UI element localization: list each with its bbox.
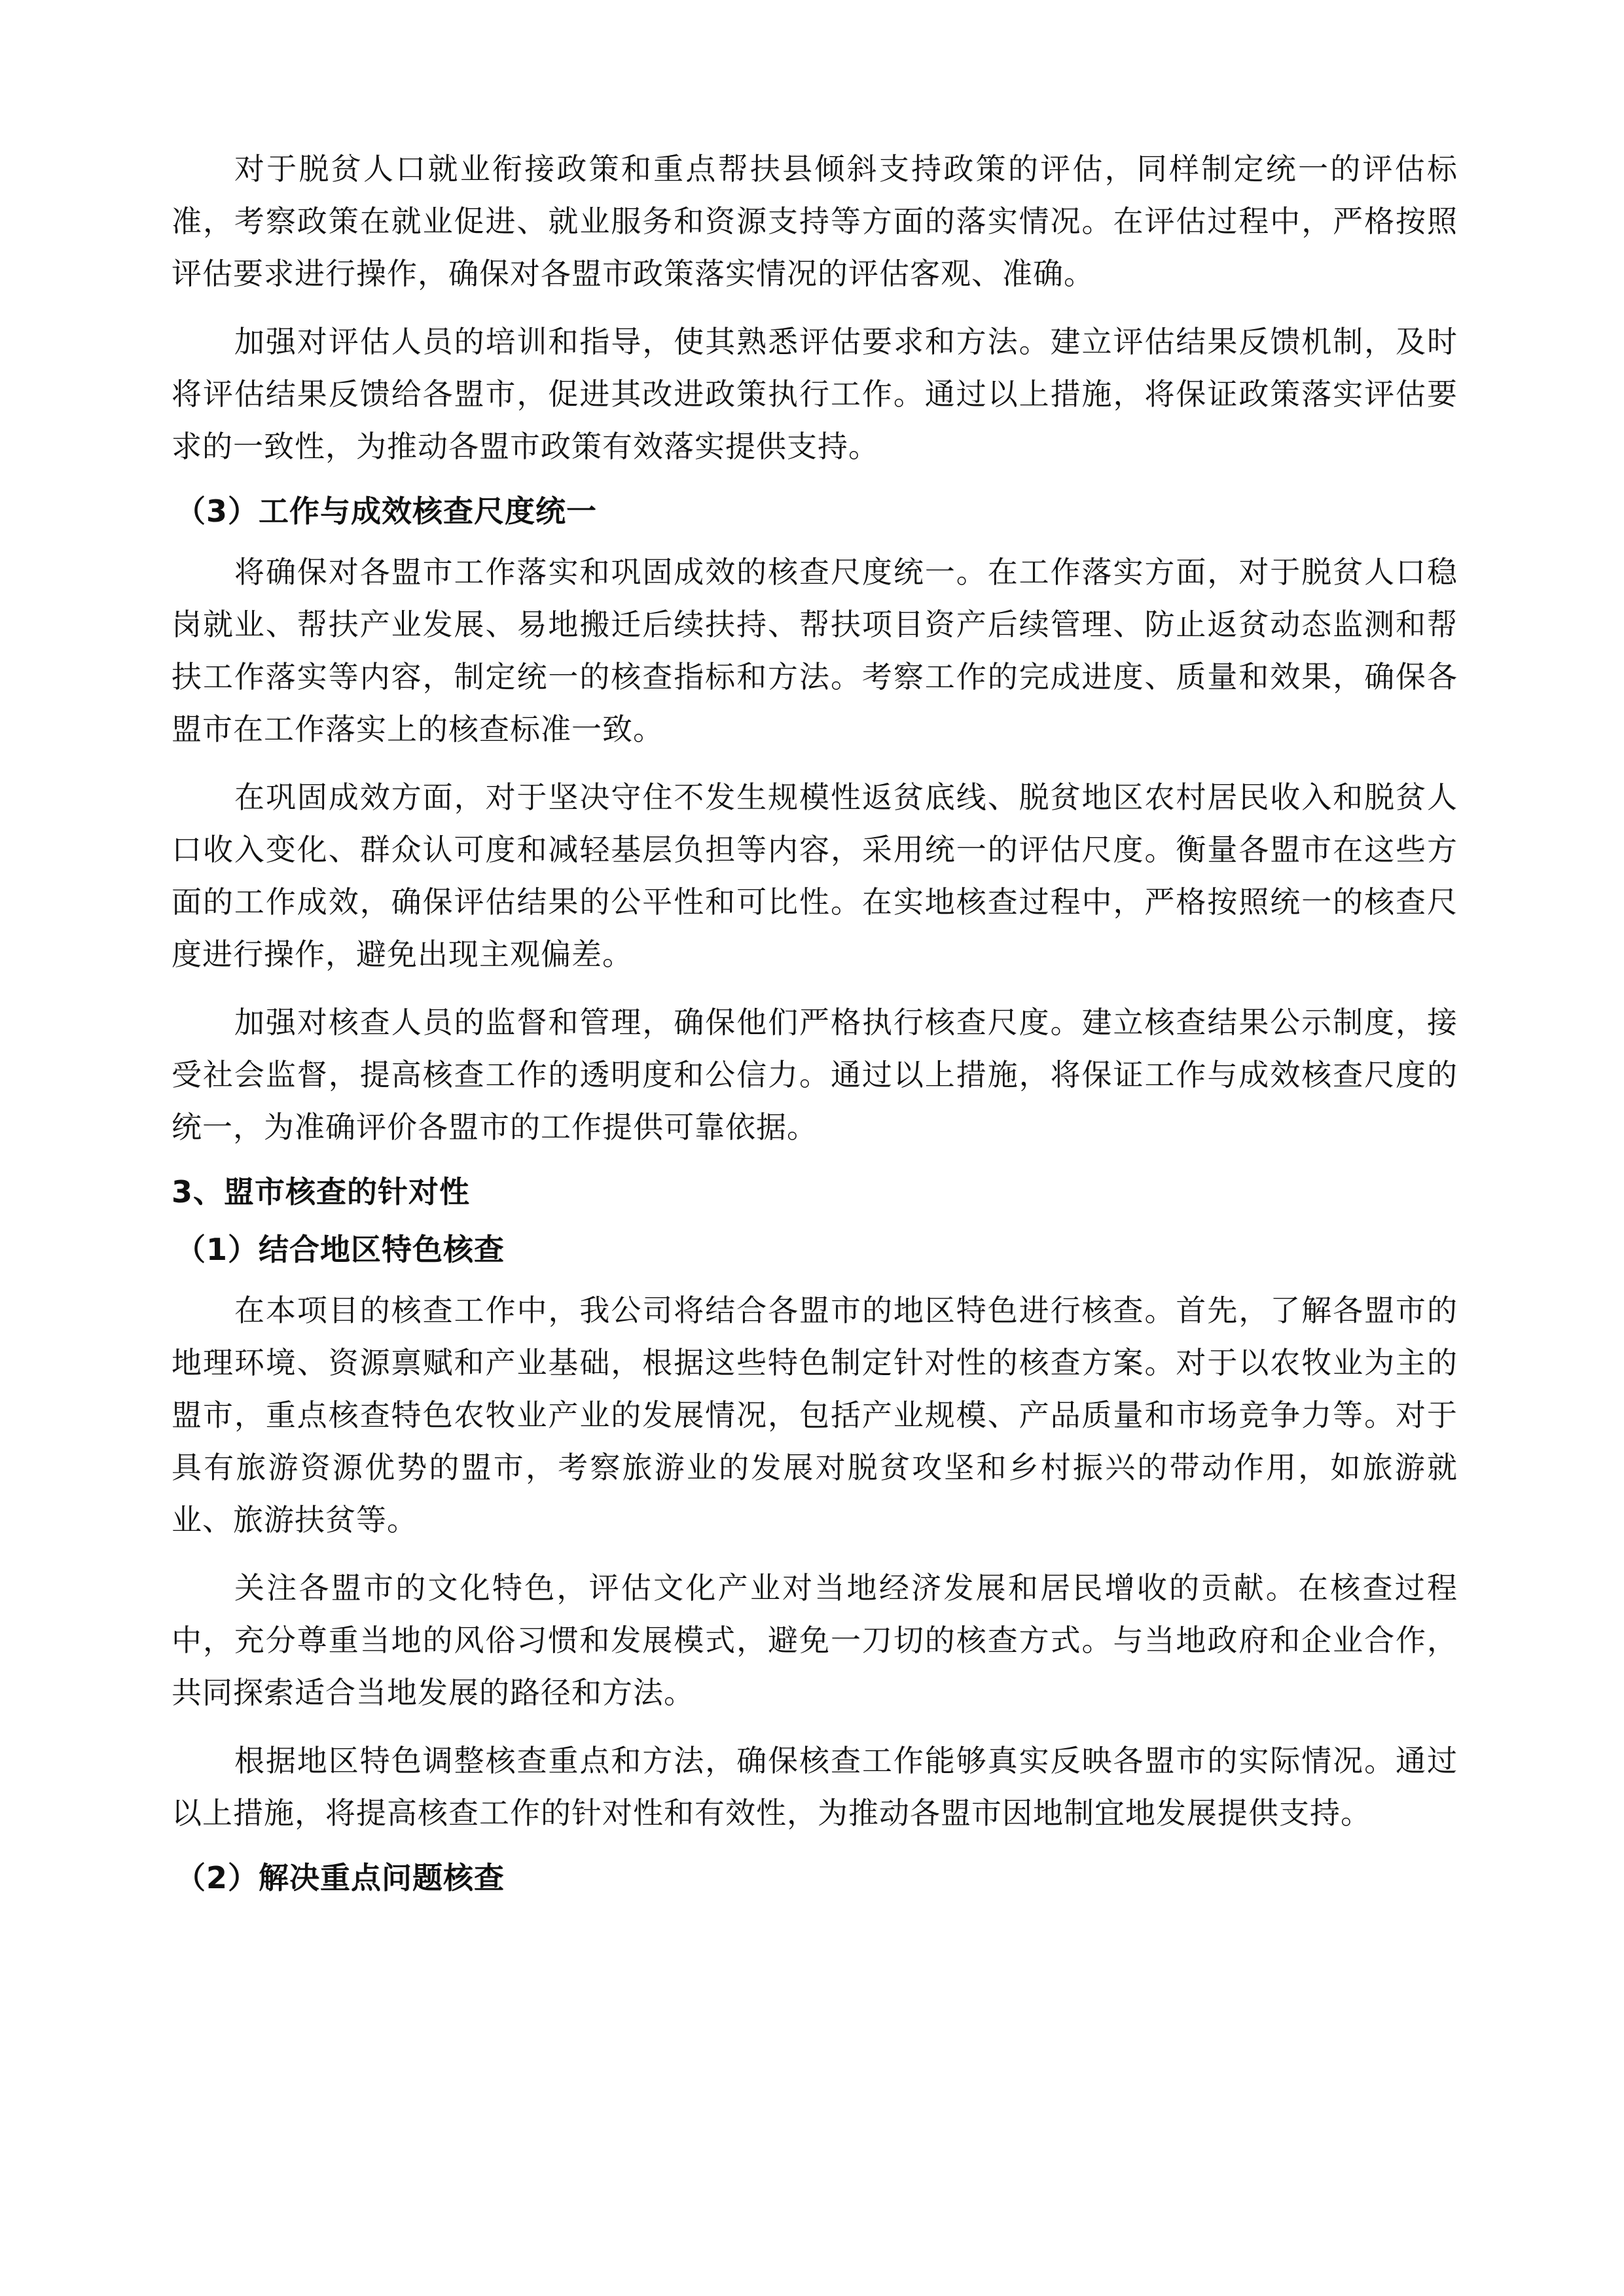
- section-heading: （1）结合地区特色核查: [175, 1232, 505, 1267]
- paragraph: 加强对核查人员的监督和管理，确保他们严格执行核查尺度。建立核查结果公示制度，接受社会监督，提高核查工作的透明度和公信力。通过以上措施，将保证工作与成效核查尺度的统一，为准确评价各盟市的工作提供可靠依据。: [171, 1005, 1458, 1145]
- paragraph: 在巩固成效方面，对于坚决守住不发生规模性返贫底线、脱贫地区农村居民收入和脱贫人口收入变化、群众认可度和减轻基层负担等内容，采用统一的评估尺度。衡量各盟市在这些方面的工作成效，确保评估结果的公平性和可比性。在实地核查过程中，严格按照统一的核查尺度进行操作，避免出现主观偏差。: [171, 780, 1458, 972]
- document-body: [171, 143, 1458, 1912]
- paragraph: 根据地区特色调整核查重点和方法，确保核查工作能够真实反映各盟市的实际情况。通过以上措施，将提高核查工作的针对性和有效性，为推动各盟市因地制宜地发展提供支持。: [171, 1743, 1458, 1831]
- paragraph: 将确保对各盟市工作落实和巩固成效的核查尺度统一。在工作落实方面，对于脱贫人口稳岗就业、帮扶产业发展、易地搬迁后续扶持、帮扶项目资产后续管理、防止返贫动态监测和帮扶工作落实等内容，制定统一的核查指标和方法。考察工作的完成进度、质量和效果，确保各盟市在工作落实上的核查标准一致。: [171, 554, 1458, 747]
- section-heading: （3）工作与成效核查尺度统一: [175, 493, 598, 529]
- paragraph: 在本项目的核查工作中，我公司将结合各盟市的地区特色进行核查。首先，了解各盟市的地理环境、资源禀赋和产业基础，根据这些特色制定针对性的核查方案。对于以农牧业为主的盟市，重点核查特色农牧业产业的发展情况，包括产业规模、产品质量和市场竞争力等。对于具有旅游资源优势的盟市，考察旅游业的发展对脱贫攻坚和乡村振兴的带动作用，如旅游就业、旅游扶贫等。: [171, 1293, 1458, 1537]
- paragraph: 加强对评估人员的培训和指导，使其熟悉评估要求和方法。建立评估结果反馈机制，及时将评估结果反馈给各盟市，促进其改进政策执行工作。通过以上措施，将保证政策落实评估要求的一致性，为推动各盟市政策有效落实提供支持。: [171, 324, 1458, 464]
- section-heading: （2）解决重点问题核查: [175, 1860, 505, 1895]
- paragraph: 对于脱贫人口就业衔接政策和重点帮扶县倾斜支持政策的评估，同样制定统一的评估标准，考察政策在就业促进、就业服务和资源支持等方面的落实情况。在评估过程中，严格按照评估要求进行操作，确保对各盟市政策落实情况的评估客观、准确。: [171, 151, 1458, 291]
- section-heading: 3、盟市核查的针对性: [171, 1174, 471, 1210]
- paragraph: 关注各盟市的文化特色，评估文化产业对当地经济发展和居民增收的贡献。在核查过程中，充分尊重当地的风俗习惯和发展模式，避免一刀切的核查方式。与当地政府和企业合作，共同探索适合当地发展的路径和方法。: [171, 1570, 1458, 1710]
